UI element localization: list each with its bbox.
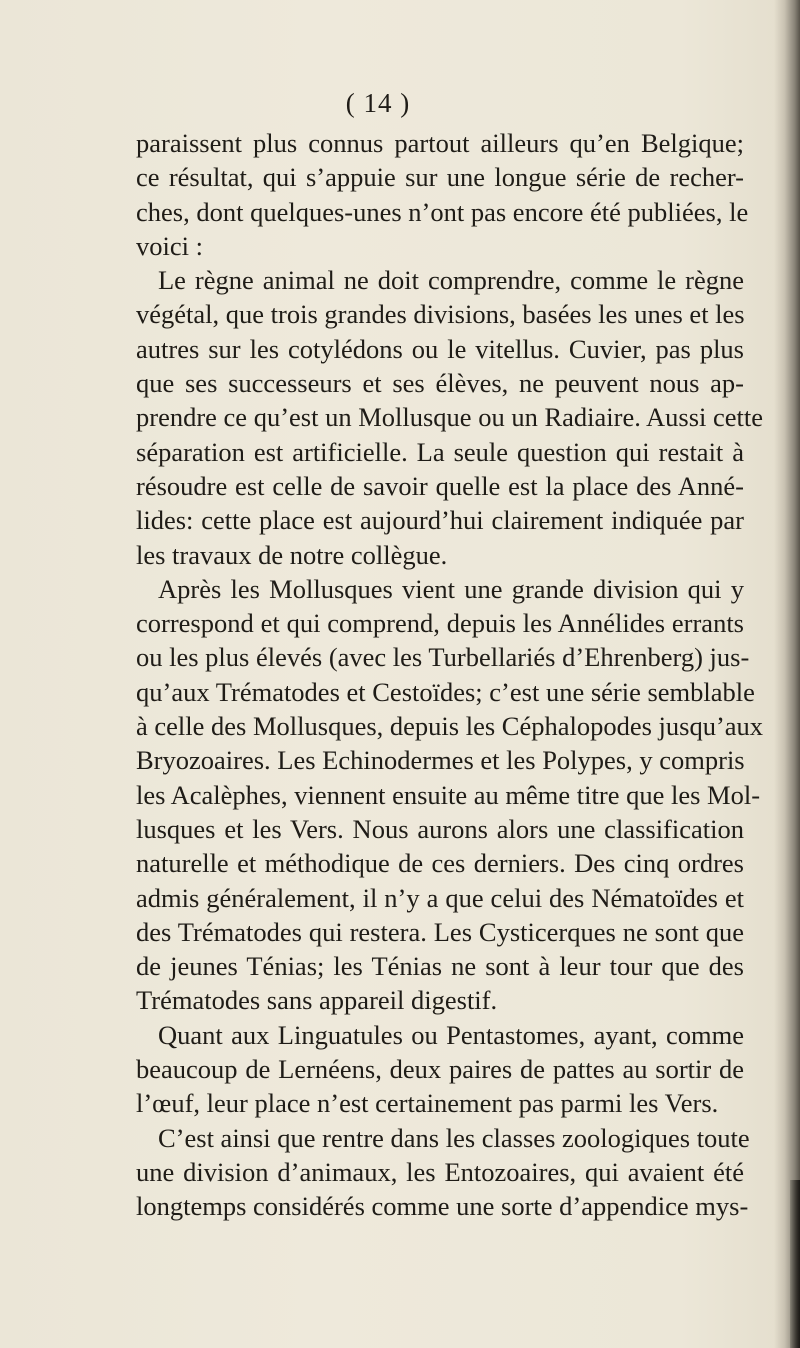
- text-line: autres sur les cotylédons ou le vitellus. Cuvier, pas plus: [136, 333, 744, 364]
- text-line: ches, dont quelques-unes n’ont pas encore été publiées, le: [136, 196, 749, 227]
- text-line: de jeunes Ténias; les Ténias ne sont à leur tour que des: [136, 951, 744, 982]
- text-line: Le règne animal ne doit comprendre, comme le règne: [158, 265, 744, 296]
- text-line: une division d’animaux, les Entozoaires, qui avaient été: [136, 1156, 744, 1187]
- text-line: lides: cette place est aujourd’hui clairement indiquée par: [136, 505, 744, 536]
- text-line: beaucoup de Lernéens, deux paires de pattes au sortir de: [136, 1054, 744, 1085]
- text-line: prendre ce qu’est un Mollusque ou un Radiaire. Aussi cette: [136, 402, 764, 433]
- text-line: paraissent plus connus partout ailleurs qu’en Belgique;: [136, 128, 744, 158]
- text-line: voici :: [136, 230, 203, 261]
- page-number: ( 14 ): [345, 88, 411, 118]
- text-line: les travaux de notre collègue.: [136, 539, 448, 570]
- body-text: [136, 126, 764, 1224]
- text-line: naturelle et méthodique de ces derniers. Des cinq ordres: [136, 848, 744, 879]
- text-line: Bryozoaires. Les Echinodermes et les Polypes, y compris: [136, 745, 745, 776]
- text-line: C’est ainsi que rentre dans les classes zoologiques toute: [158, 1122, 750, 1153]
- text-line: à celle des Mollusques, depuis les Céphalopodes jusqu’aux: [136, 711, 764, 742]
- text-line: l’œuf, leur place n’est certainement pas parmi les Vers.: [136, 1088, 719, 1119]
- text-line: correspond et qui comprend, depuis les Annélides errants: [136, 608, 744, 639]
- text-line: Trématodes sans appareil digestif.: [136, 985, 498, 1016]
- text-line: admis généralement, il n’y a que celui des Nématoïdes et: [136, 882, 744, 913]
- text-line: ce résultat, qui s’appuie sur une longue série de recher-: [136, 162, 744, 193]
- page-edge-shadow: [774, 0, 800, 1348]
- text-line: Quant aux Linguatules ou Pentastomes, ayant, comme: [158, 1019, 744, 1050]
- text-line: lusques et les Vers. Nous aurons alors une classification: [136, 813, 744, 844]
- text-line: qu’aux Trématodes et Cestoïdes; c’est une série semblable: [136, 676, 755, 707]
- text-line: séparation est artificielle. La seule question qui restait à: [136, 436, 744, 467]
- text-line: Après les Mollusques vient une grande division qui y: [158, 573, 744, 604]
- text-line: résoudre est celle de savoir quelle est la place des Anné-: [136, 470, 744, 501]
- text-line: les Acalèphes, viennent ensuite au même titre que les Mol-: [136, 779, 761, 810]
- page-edge-dark: [790, 1180, 800, 1348]
- text-line: des Trématodes qui restera. Les Cysticerques ne sont que: [136, 916, 744, 947]
- text-line: ou les plus élevés (avec les Turbellariés d’Ehrenberg) jus-: [136, 642, 750, 673]
- text-line: végétal, que trois grandes divisions, basées les unes et les: [136, 299, 745, 330]
- text-line: que ses successeurs et ses élèves, ne peuvent nous ap-: [136, 368, 744, 399]
- text-line: longtemps considérés comme une sorte d’appendice mys-: [136, 1191, 749, 1222]
